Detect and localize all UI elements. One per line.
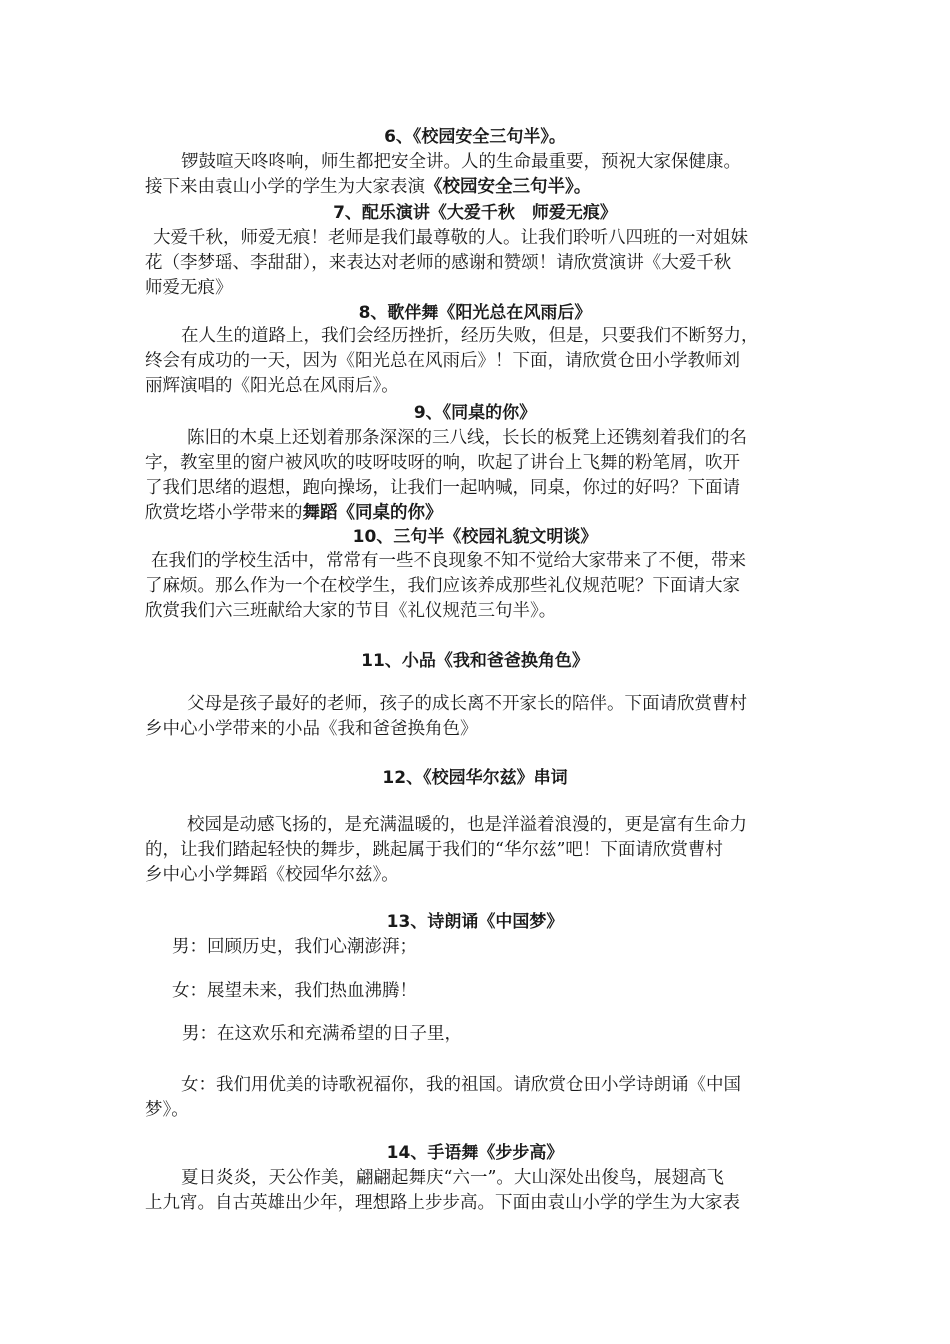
section-12-paragraph [145, 813, 825, 888]
dialogue-line-female-2 [145, 1073, 825, 1123]
section-7-paragraph [145, 226, 825, 301]
program-title: 舞蹈《同桌的你》 [302, 503, 443, 523]
program-title: 《校园安全三句半》。 [425, 177, 592, 197]
section-9-heading: 9、《同桌的你》 [413, 403, 537, 423]
text-line: 花（李梦瑶、李甜甜），来表达对老师的感谢和赞颂！请欣赏演讲《大爱千秋 [145, 253, 732, 273]
text-line: 了麻烦。那么作为一个在校学生，我们应该养成那些礼仪规范呢？下面请大家 [145, 576, 740, 596]
text-line: 师爱无痕》 [145, 278, 233, 298]
text-line: 乡中心小学舞蹈《校园华尔兹》。 [145, 865, 399, 885]
dialogue-text: 男：在这欢乐和充满希望的日子里， [182, 1024, 462, 1044]
text-line: 乡中心小学带来的小品《我和爸爸换角色》 [145, 719, 478, 739]
section-9-paragraph [145, 426, 825, 526]
text-line: 的，让我们踏起轻快的舞步，跳起属于我们的“华尔兹”吧！下面请欣赏曹村 [145, 840, 723, 860]
section-6-paragraph [145, 150, 825, 200]
section-13-heading: 13、诗朗诵《中国梦》 [386, 912, 564, 932]
dialogue-text: 女：我们用优美的诗歌祝福你，我的祖国。请欣赏仓田小学诗朗诵《中国 [181, 1075, 741, 1095]
section-14-paragraph [145, 1166, 825, 1216]
text-line-start: 接下来由袁山小学的学生为大家表演 [145, 177, 425, 197]
dialogue-line-male-1 [172, 935, 852, 960]
section-10-heading: 10、三句半《校园礼貌文明谈》 [352, 527, 598, 547]
section-10-paragraph [145, 549, 825, 624]
dialogue-text: 女：展望未来，我们热血沸腾！ [172, 981, 417, 1001]
text-line: 锣鼓喧天咚咚响，师生都把安全讲。人的生命最重要，预祝大家保健康。 [181, 152, 741, 172]
section-11-paragraph [145, 692, 825, 742]
text-line: 上九宵。自古英雄出少年，理想路上步步高。下面由袁山小学的学生为大家表 [145, 1193, 740, 1213]
dialogue-text: 男：回顾历史，我们心潮澎湃； [172, 937, 417, 957]
text-line: 在我们的学校生活中，常常有一些不良现象不知不觉给大家带来了不便，带来 [151, 551, 746, 571]
text-line: 字，教室里的窗户被风吹的吱呀吱呀的响，吹起了讲台上飞舞的粉笔屑，吹开 [145, 453, 740, 473]
dialogue-line-male-2 [182, 1022, 862, 1047]
text-line: 夏日炎炎，天公作美，翩翩起舞庆“六一”。大山深处出俊鸟，展翅高飞 [181, 1168, 724, 1188]
text-line [145, 501, 825, 526]
text-line: 校园是动感飞扬的，是充满温暖的，也是洋溢着浪漫的，更是富有生命力 [187, 815, 747, 835]
text-line: 欣赏我们六三班献给大家的节目《礼仪规范三句半》。 [145, 601, 557, 621]
dialogue-text: 梦》。 [145, 1100, 189, 1120]
section-12-heading: 12、《校园华尔兹》串词 [382, 768, 568, 788]
section-14-heading: 14、手语舞《步步高》 [386, 1143, 564, 1163]
text-line: 了我们思绪的遐想，跑向操场，让我们一起呐喊，同桌，你过的好吗？下面请 [145, 478, 740, 498]
section-7-heading: 7、配乐演讲《大爱千秋 师爱无痕》 [333, 203, 617, 223]
section-6-heading: 6、《校园安全三句半》。 [384, 127, 566, 147]
dialogue-line-female-1 [172, 979, 852, 1004]
text-line [145, 175, 825, 200]
text-line: 在人生的道路上，我们会经历挫折，经历失败，但是，只要我们不断努力， [181, 326, 759, 346]
text-line: 终会有成功的一天，因为《阳光总在风雨后》！下面，请欣赏仓田小学教师刘 [145, 351, 740, 371]
text-line: 父母是孩子最好的老师，孩子的成长离不开家长的陪伴。下面请欣赏曹村 [187, 694, 747, 714]
text-line: 大爱千秋，师爱无痕！老师是我们最尊敬的人。让我们聆听八四班的一对姐妹 [153, 228, 748, 248]
text-line-start: 欣赏圪塔小学带来的 [145, 503, 303, 523]
text-line: 丽辉演唱的《阳光总在风雨后》。 [145, 376, 399, 396]
section-11-heading: 11、小品《我和爸爸换角色》 [361, 651, 589, 671]
section-8-paragraph [145, 324, 825, 399]
section-8-heading: 8、歌伴舞《阳光总在风雨后》 [358, 303, 592, 323]
text-line: 陈旧的木桌上还划着那条深深的三八线，长长的板凳上还镌刻着我们的名 [187, 428, 747, 448]
